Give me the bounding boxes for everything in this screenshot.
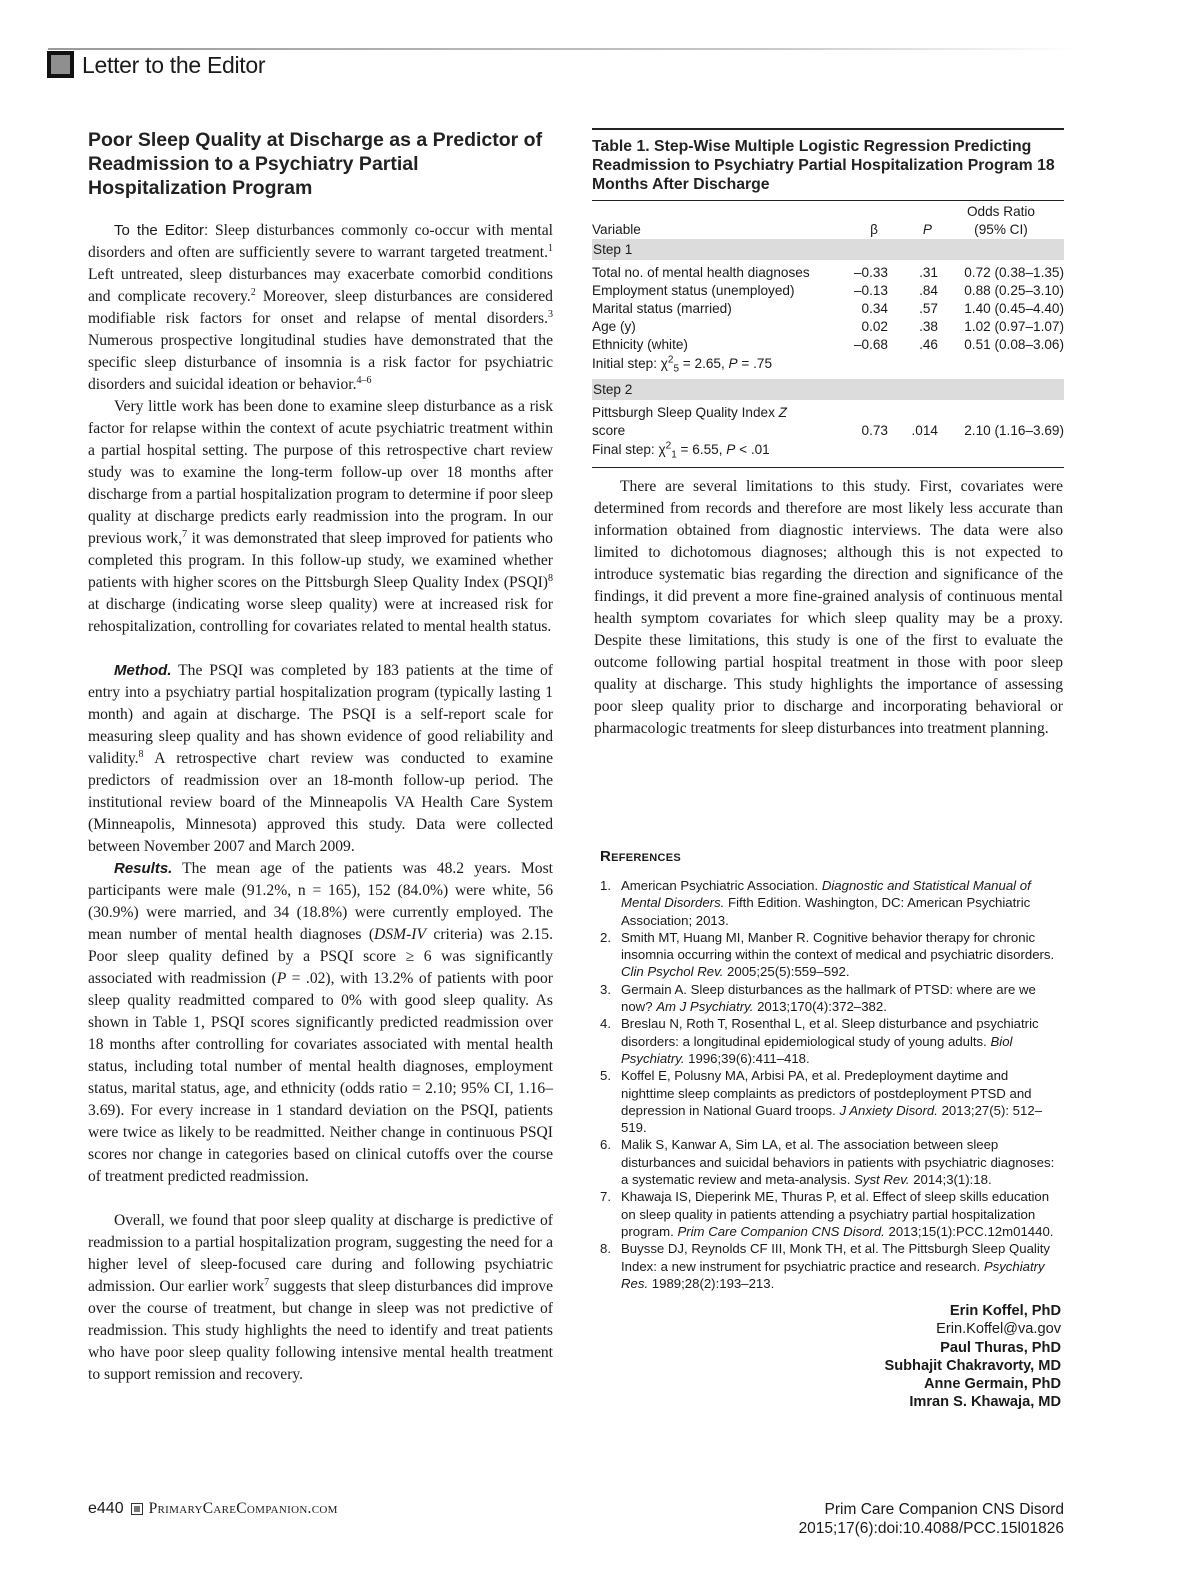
results-heading: Results. [114,860,173,877]
col-beta: β [870,222,878,237]
author-name: Subhajit Chakravorty, MD [884,1357,1061,1374]
table-row: Ethnicity (white) –0.68 .46 0.51 (0.08–3.06) [592,337,1064,352]
section-square-icon [47,51,74,78]
header-rule [48,48,1078,50]
references [600,848,1064,1292]
salutation: To the Editor: [114,222,209,239]
table-step-row: Step 1 [592,239,1064,260]
table-row: Marital status (married) 0.34 .57 1.40 (0.45–4.40) [592,301,1064,316]
author-name: Paul Thuras, PhD [940,1339,1061,1356]
table-row: Total no. of mental health diagnoses –0.33 .31 0.72 (0.38–1.35) [592,265,1064,280]
reference-item: 3. Germain A. Sleep disturbances as the hallmark of PTSD: where are we now? Am J Psychiatry. 2013;170(4):372–382. [600,981,1036,1015]
table-final-step-row: Final step: $\chi^2_1 = 6.55$, P < .01 [592,440,770,461]
table-row: Pittsburgh Sleep Quality Index Z score 0.73 .014 2.10 (1.16–3.69) [592,404,1064,438]
section-label: Letter to the Editor [82,52,266,78]
article-title: Poor Sleep Quality at Discharge as a Predictor of Readmission to a Psychiatry Partial Hospitalization Program [88,129,543,199]
method-heading: Method. [114,662,172,679]
author-block [884,1302,1061,1412]
table-grid [592,201,1064,467]
left-column [88,220,553,1386]
paragraph-results: Results. The mean age of the patients was 48.2 years. Most participants were male (91.2%, n = 165), 152 (84.0%) were white, 56 (30.9%) were married, and 34 (18.8%) were currently employed. The mean number of mental health diagnoses (DSM-IV criteria) was 2.15. Poor sleep quality defined by a PSQI score ≥ 6 was significantly associated with readmission (P = .02), with 13.2% of patients with poor sleep quality readmitted compared to 0% with good sleep quality. As shown in Table 1, PSQI scores significantly predicted readmission over 18 months after controlling for covariates associated with mental health status, including total number of mental health diagnoses, employment status, marital status, age, and ethnicity (odds ratio = 2.10; 95% CI, 1.16–3.69). For every increase in 1 standard deviation on the PSQI, patients were twice as likely to be readmitted. Neither change in continuous PSQI scores nor change in categories based on clinical cutoffs over the course of treatment predicted readmission. [88,860,553,1185]
reference-item: 5. Koffel E, Polusny MA, Arbisi PA, et al. Predeployment daytime and nighttime sleep complaints as predictors of postdeployment PTSD and depression in National Guard troops. J Anxiety Disord. 2013;27(5): 512–519. [600,1068,1043,1136]
reference-item: 8. Buysse DJ, Reynolds CF III, Monk TH, et al. The Pittsburgh Sleep Quality Index: a new instrument for psychiatric practice and research. Psychiatry Res. 1989;28(2):193–213. [600,1241,1051,1291]
table-1 [592,128,1064,468]
col-variable: Variable [592,222,641,237]
paragraph-method: Method. The PSQI was completed by 183 patients at the time of entry into a psychiatry partial hospitalization program (typically lasting 1 month) and again at discharge. The PSQI is a self-report scale for measuring sleep quality and has shown evidence of good reliability and validity.$^8$ A retrospective chart review was conducted to examine predictors of readmission over an 18-month follow-up period. The institutional review board of the Minneapolis VA Health Care System (Minneapolis, Minnesota) approved this study. Data were collected between November 2007 and March 2009. [88,662,553,855]
journal-name: Prim Care Companion CNS Disord [824,1501,1064,1518]
paragraph-intro: To the Editor: Sleep disturbances commonly co-occur with mental disorders and often are sufficiently severe to warrant targeted treatment.$^1$ Left untreated, sleep disturbances may exacerbate comorbid conditions and complicate recovery.$^2$ Moreover, sleep disturbances are considered modifiable risk factors for onset and relapse of mental disorders.$^3$ Numerous prospective longitudinal studies have demonstrated that the specific sleep disturbance of insomnia is a risk factor for psychiatric disorders and suicidal ideation or behavior.$^{4-6}$ [88,222,553,393]
author-name: Erin Koffel, PhD [949,1303,1061,1319]
table-row: Age (y) 0.02 .38 1.02 (0.97–1.07) [592,319,1064,334]
footer-site-link[interactable]: PrimaryCareCompanion.com [148,1500,338,1517]
reference-item: 6. Malik S, Kanwar A, Sim LA, et al. The association between sleep disturbances and suicidal behaviors in patients with psychiatric diagnoses: a systematic review and meta-analysis. Syst Rev. 2014;3(1):18. [600,1137,1055,1188]
reference-list [600,877,1064,1292]
col-p: P [922,222,932,237]
reference-item: 4. Breslau N, Roth T, Rosenthal L, et al. Sleep disturbance and psychiatric disorders: a longitudinal epidemiological study of young adults. Biol Psychiatry. 1996;39(6):411–418. [600,1016,1039,1066]
footer-left [88,1500,338,1518]
author-email[interactable]: Erin.Koffel@va.gov [936,1321,1061,1338]
references-heading: References [600,848,682,865]
footer-square-icon [131,1503,143,1515]
right-column [594,476,1063,740]
table-bottom-rule [592,467,1064,468]
reference-item: 7. Khawaja IS, Dieperink ME, Thuras P, et al. Effect of sleep skills education on sleep quality in patients attending a psychiatry partial hospitalization program. Prim Care Companion CNS Disord. 2013;15(1):PCC.12m01440. [600,1189,1054,1239]
reference-item: 2. Smith MT, Huang MI, Manber R. Cognitive behavior therapy for chronic insomnia occurring within the context of medical and psychiatric disorders. Clin Psychol Rev. 2005;25(5):559–592. [600,929,1055,980]
table-header-row [592,201,1064,239]
table-row: Employment status (unemployed) –0.13 .84 0.88 (0.25–3.10) [592,283,1064,298]
author-name: Anne Germain, PhD [923,1376,1061,1393]
table-step-row: Step 2 [592,379,1064,400]
page-number: e440 [88,1500,124,1517]
author-name: Imran S. Khawaja, MD [909,1394,1061,1411]
doi-citation: 2015;17(6):doi:10.4088/PCC.15l01826 [798,1520,1064,1537]
reference-item: 1. American Psychiatric Association. Diagnostic and Statistical Manual of Mental Disorders. Fifth Edition. Washington, DC: American Psychiatric Association; 2013. [600,878,1031,928]
paragraph-overall: Overall, we found that poor sleep quality at discharge is predictive of readmission to a partial hospitalization program, suggesting the need for a higher level of sleep-focused care during and following psychiatric admission. Our earlier work$^7$ suggests that sleep disturbances did improve over the course of treatment, but change in sleep was not predictive of readmission. This study highlights the need to identify and treat patients who have poor sleep quality following intensive mental health treatment to support remission and recovery. [88,1212,553,1383]
table-title: Table 1. Step-Wise Multiple Logistic Regression Predicting Readmission to Psychiatry Partial Hospitalization Program 18 Months After Discharge [592,138,1055,193]
table-initial-step-row: Initial step: $\chi^2_5 = 2.65$, P = .75 [592,354,773,375]
paragraph-limitations: There are several limitations to this study. First, covariates were determined from records and therefore are most likely less accurate than information obtained from diagnostic interviews. The data were also limited to dichotomous diagnoses; although this is not expected to introduce systematic bias regarding the direction and significance of the findings, it did prevent a more fine-grained analysis of continuous mental health symptom covariates for which sleep quality may be a proxy. Despite these limitations, this study is one of the first to evaluate the outcome following partial hospital treatment in those with poor sleep quality at discharge. This study highlights the importance of assessing poor sleep quality prior to discharge and incorporating behavioral or pharmacologic treatments for sleep disturbances into treatment planning. [594,478,1063,737]
footer-citation [799,1500,1064,1538]
col-odds-ratio: Odds Ratio (95% CI) [966,204,1035,237]
paragraph-purpose: Very little work has been done to examine sleep disturbance as a risk factor for relapse within the context of acute psychiatric treatment within a partial hospital setting. The purpose of this retrospective chart review study was to examine the long-term follow-up over 18 months after discharge from a partial hospitalization program to determine if poor sleep quality at discharge predicts early readmission into the program. In our previous work,$^7$ it was demonstrated that sleep improved for patients who completed this program. In this follow-up study, we examined whether patients with higher scores on the Pittsburgh Sleep Quality Index (PSQI)$^8$ at discharge (indicating worse sleep quality) were at increased risk for rehospitalization, controlling for covariates related to mental health status. [88,398,553,635]
